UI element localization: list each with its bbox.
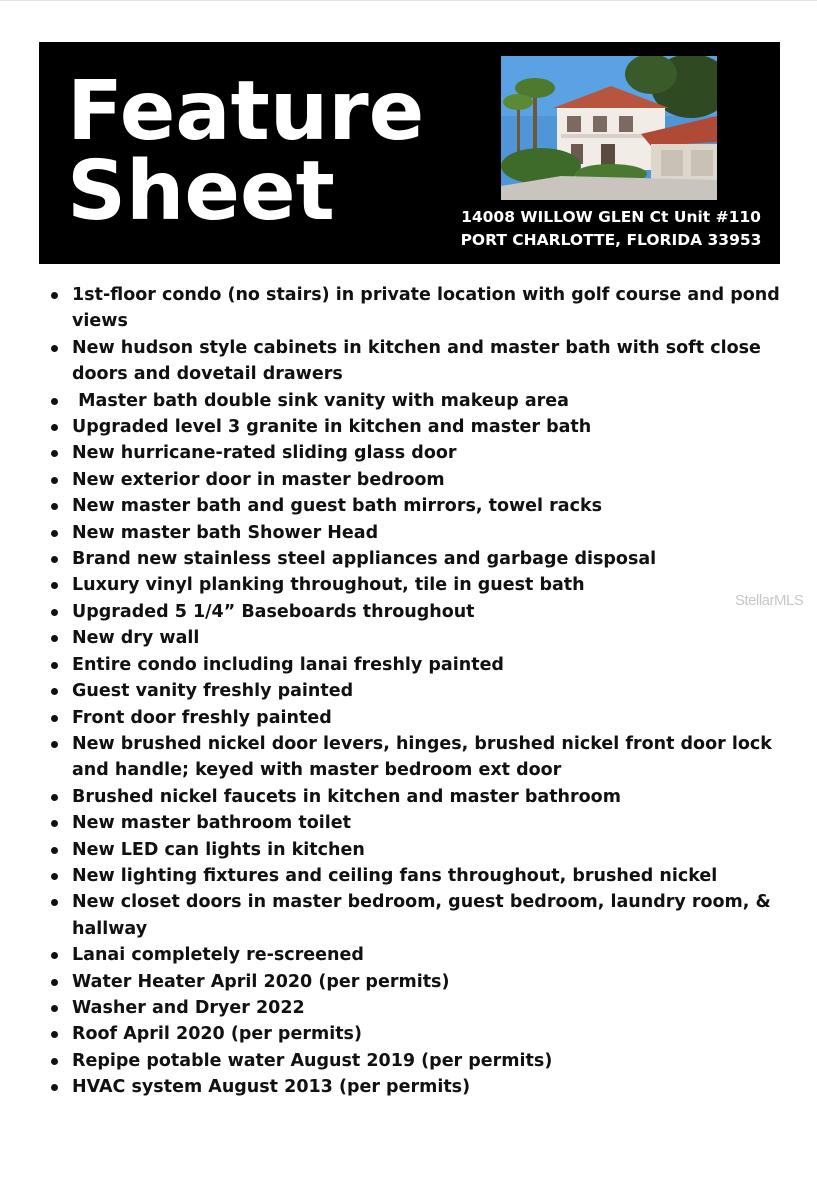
- feature-text: HVAC system August 2013 (per permits): [72, 1077, 471, 1098]
- feature-text: Brushed nickel faucets in kitchen and master bathroom: [72, 786, 621, 807]
- bullet-icon: [51, 1031, 58, 1038]
- feature-text: Washer and Dryer 2022: [72, 997, 305, 1018]
- header-banner: [39, 42, 780, 264]
- title-line-1: Feature: [67, 64, 425, 159]
- bullet-icon: [51, 292, 58, 299]
- feature-item: [48, 942, 788, 968]
- bullet-icon: [51, 715, 58, 722]
- feature-item: [48, 995, 788, 1021]
- bullet-icon: [51, 873, 58, 880]
- bullet-icon: [51, 952, 58, 959]
- feature-item: [48, 572, 788, 598]
- bullet-icon: [51, 979, 58, 986]
- feature-item: [48, 652, 788, 678]
- feature-text: Guest vanity freshly painted: [72, 681, 354, 702]
- bullet-icon: [51, 662, 58, 669]
- feature-text: New LED can lights in kitchen: [72, 839, 365, 860]
- property-photo: [501, 56, 717, 200]
- feature-item: [48, 837, 788, 863]
- feature-text: Entire condo including lanai freshly painted: [72, 654, 504, 675]
- feature-text: Repipe potable water August 2019 (per permits): [72, 1050, 553, 1071]
- bullet-icon: [51, 345, 58, 352]
- feature-item: [48, 678, 788, 704]
- feature-item: [48, 863, 788, 889]
- feature-item: [48, 889, 788, 942]
- feature-item: [48, 467, 788, 493]
- bullet-icon: [51, 424, 58, 431]
- property-address: [455, 206, 767, 252]
- feature-item: [48, 810, 788, 836]
- page-title: [67, 64, 425, 239]
- bullet-icon: [51, 741, 58, 748]
- feature-item: [48, 599, 788, 625]
- bullet-icon: [51, 820, 58, 827]
- feature-text: Brand new stainless steel appliances and garbage disposal: [72, 549, 657, 570]
- watermark: StellarMLS: [735, 592, 804, 609]
- feature-text: New exterior door in master bedroom: [72, 469, 445, 490]
- bullet-icon: [51, 1058, 58, 1065]
- bullet-icon: [51, 688, 58, 695]
- bullet-icon: [51, 609, 58, 616]
- top-border: [0, 0, 817, 1]
- feature-item: [48, 625, 788, 651]
- bullet-icon: [51, 530, 58, 537]
- bullet-icon: [51, 450, 58, 457]
- address-line-2: PORT CHARLOTTE, FLORIDA 33953: [460, 231, 762, 249]
- bullet-icon: [51, 398, 58, 405]
- feature-item: [48, 1048, 788, 1074]
- feature-text: Luxury vinyl planking throughout, tile in guest bath: [72, 575, 585, 596]
- feature-text: New master bath and guest bath mirrors, towel racks: [72, 496, 602, 517]
- feature-text: Master bath double sink vanity with makeup area: [72, 390, 569, 411]
- feature-text: Upgraded level 3 granite in kitchen and master bath: [72, 417, 592, 438]
- bullet-icon: [51, 847, 58, 854]
- feature-text: Upgraded 5 1/4” Baseboards throughout: [72, 601, 475, 622]
- bullet-icon: [51, 556, 58, 563]
- feature-text: New master bath Shower Head: [72, 522, 379, 543]
- feature-text: New closet doors in master bedroom, guest bedroom, laundry room, & hallway: [72, 892, 777, 939]
- bullet-icon: [51, 582, 58, 589]
- feature-list: [48, 282, 788, 1101]
- feature-item: [48, 705, 788, 731]
- feature-text: Front door freshly painted: [72, 707, 332, 728]
- feature-text: 1st-floor condo (no stairs) in private location with golf course and pond views: [72, 285, 786, 332]
- feature-item: [48, 335, 788, 388]
- feature-item: [48, 282, 788, 335]
- feature-text: Water Heater April 2020 (per permits): [72, 971, 450, 992]
- address-line-1: 14008 WILLOW GLEN Ct Unit #110: [461, 208, 761, 226]
- bullet-icon: [51, 503, 58, 510]
- feature-text: New lighting fixtures and ceiling fans throughout, brushed nickel: [72, 865, 718, 886]
- feature-text: Lanai completely re-screened: [72, 945, 364, 966]
- feature-item: [48, 520, 788, 546]
- feature-item: [48, 784, 788, 810]
- bullet-icon: [51, 477, 58, 484]
- feature-item: [48, 414, 788, 440]
- feature-item: [48, 388, 788, 414]
- bullet-icon: [51, 1084, 58, 1091]
- feature-text: Roof April 2020 (per permits): [72, 1024, 362, 1045]
- feature-item: [48, 546, 788, 572]
- feature-item: [48, 493, 788, 519]
- feature-text: New dry wall: [72, 628, 200, 649]
- feature-item: [48, 969, 788, 995]
- feature-item: [48, 440, 788, 466]
- feature-item: [48, 1021, 788, 1047]
- bullet-icon: [51, 1005, 58, 1012]
- bullet-icon: [51, 794, 58, 801]
- title-line-2: Sheet: [67, 144, 335, 239]
- feature-text: New hudson style cabinets in kitchen and master bath with soft close doors and dovetail drawers: [72, 337, 767, 385]
- bullet-icon: [51, 635, 58, 642]
- feature-text: New master bathroom toilet: [72, 813, 351, 834]
- feature-item: [48, 1074, 788, 1100]
- feature-text: New hurricane-rated sliding glass door: [72, 443, 457, 464]
- feature-item: [48, 731, 788, 784]
- bullet-icon: [51, 899, 58, 906]
- feature-text: New brushed nickel door levers, hinges, brushed nickel front door lock and handle; keyed with master bedroom ext door: [72, 733, 778, 781]
